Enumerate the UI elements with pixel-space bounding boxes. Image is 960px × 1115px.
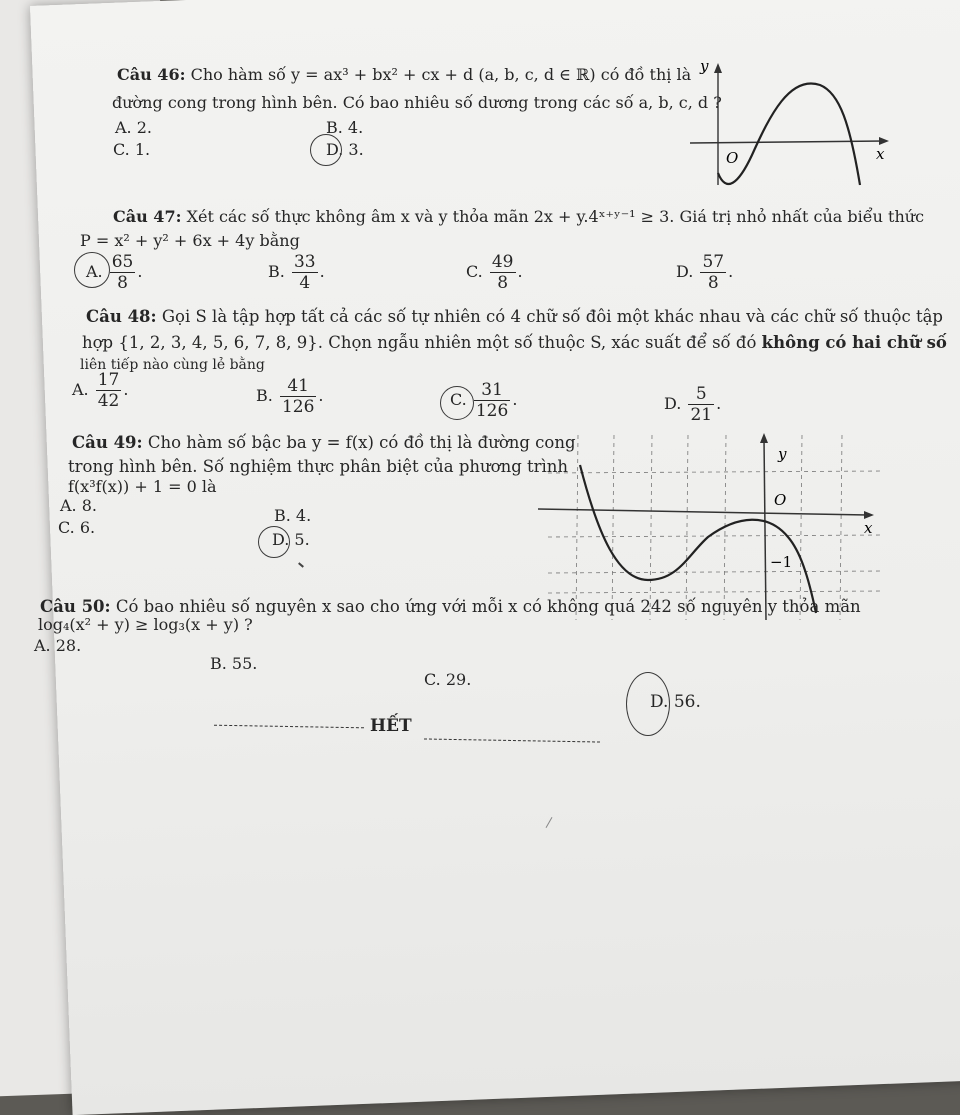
q47-option-d-letter: D. xyxy=(676,262,694,281)
q48-option-d-num: 5 xyxy=(688,384,714,405)
q49-curve xyxy=(580,465,816,613)
q48-option-b-frac xyxy=(280,376,316,417)
q48-option-d-letter: D. xyxy=(664,394,682,413)
q47-text1: Xét các số thực không âm x và y thỏa mãn 2x + y.4ˣ⁺ʸ⁻¹ ≥ 3. Giá trị nhỏ nhất của biểu thức xyxy=(186,207,925,226)
q49-label: Câu 49: xyxy=(72,433,143,452)
q47-option-c-num: 49 xyxy=(491,252,514,272)
q48-option-b: B. $\frac{41}{126}$ . xyxy=(256,376,324,417)
q49-y-label: y xyxy=(778,445,787,463)
q46-y-label: y xyxy=(700,57,709,75)
answer-circle-q46 xyxy=(310,134,342,166)
q49-y-axis xyxy=(764,439,766,620)
q49-x-label: x xyxy=(864,519,873,537)
q49-option-d: D. 5. xyxy=(272,530,310,549)
q50-option-c: C. 29. xyxy=(424,670,472,689)
q48-option-d-frac xyxy=(688,384,714,425)
q47-option-a-den: 8 xyxy=(117,273,128,293)
q47-option-b-den: 4 xyxy=(299,273,311,293)
q48-option-b-letter: B. xyxy=(256,386,273,405)
q50-option-a: A. 28. xyxy=(34,636,82,655)
q48-option-c: C. $\frac{31}{126}$ . xyxy=(450,380,518,421)
q48-option-c-letter: C. xyxy=(450,390,467,409)
q48-option-a-den: 42 xyxy=(97,391,120,411)
q49-option-c: C. 6. xyxy=(58,518,96,537)
q48-option-a-letter: A. xyxy=(72,380,89,399)
q46-option-b: B. 4. xyxy=(326,118,364,137)
q49-grid-v3 xyxy=(650,435,652,620)
q47-option-d-num: 57 xyxy=(702,252,725,272)
q48-option-d: D. $\frac{5}{21}$ . xyxy=(664,384,722,425)
q49-grid-h1 xyxy=(548,471,883,473)
q48-option-c-num: 31 xyxy=(474,380,510,401)
q48-option-a-num: 17 xyxy=(97,370,120,390)
q48-text2-bold: không có hai chữ số xyxy=(761,333,947,352)
q49-grid-v1 xyxy=(576,435,578,620)
q49-grid xyxy=(548,435,883,620)
answer-circle-q48 xyxy=(440,386,474,420)
q47-text2: P = x² + y² + 6x + 4y bằng xyxy=(80,231,300,250)
q49-minus-one-label: −1 xyxy=(770,553,793,571)
q46-text2: đường cong trong hình bên. Có bao nhiêu số dương trong các số a, b, c, d ? xyxy=(112,93,722,112)
q46-option-a: A. 2. xyxy=(115,118,152,137)
q50-option-d: D. 56. xyxy=(650,692,701,712)
answer-circle-q49 xyxy=(258,526,290,558)
answer-circle-q47 xyxy=(74,252,110,288)
q49-x-arrow xyxy=(864,511,874,519)
q48-text2: hợp {1, 2, 3, 4, 5, 6, 7, 8, 9}. Chọn ngẫu nhiên một số thuộc S, xác suất để số đó xyxy=(82,333,757,352)
q50-text2: log₄(x² + y) ≥ log₃(x + y) ? xyxy=(38,615,253,634)
q49-grid-v6 xyxy=(800,435,802,620)
q49-graph xyxy=(538,425,888,625)
q49-text2: trong hình bên. Số nghiệm thực phân biệt của phương trình xyxy=(68,457,569,476)
q49-x-axis xyxy=(538,509,868,515)
q46-x-arrow xyxy=(879,137,889,145)
end-line-left xyxy=(214,725,364,729)
q49-text3: f(x³f(x)) + 1 = 0 là xyxy=(68,477,217,496)
q47-option-c-frac xyxy=(490,252,516,293)
q47-option-b-letter: B. xyxy=(268,262,285,281)
q49-option-a: A. 8. xyxy=(60,496,97,515)
q50-option-b: B. 55. xyxy=(210,654,258,673)
q50-text1: Có bao nhiêu số nguyên x sao cho ứng với mỗi x có không quá 242 số nguyên y thỏa mãn xyxy=(115,597,861,616)
q46-graph xyxy=(690,55,900,195)
q47-option-b-num: 33 xyxy=(293,252,316,272)
q49-text1: Cho hàm số bậc ba y = f(x) có đồ thị là đường cong xyxy=(147,433,576,452)
q48-option-a-frac xyxy=(96,370,122,411)
q47-option-d-den: 8 xyxy=(707,273,719,293)
pen-mark-2 xyxy=(546,817,553,828)
q49-grid-h4 xyxy=(548,591,883,593)
q48-option-a: A. $\frac{17}{42}$ . xyxy=(72,370,129,411)
q48-option-d-den: 21 xyxy=(690,405,713,425)
q47-label: Câu 47: xyxy=(113,207,182,226)
q48-option-c-den: 126 xyxy=(475,401,509,421)
q49-grid-h2 xyxy=(548,535,883,537)
q49-grid-v7 xyxy=(840,435,842,620)
q48-option-b-num: 41 xyxy=(280,376,316,397)
q48-text1: Gọi S là tập hợp tất cả các số tự nhiên có 4 chữ số đôi một khác nhau và các chữ số thuộc tập xyxy=(161,307,943,326)
q48-line2 xyxy=(82,332,947,354)
q47-option-b: B. $\frac{33}{4}$ . xyxy=(268,252,325,293)
q48-label: Câu 48: xyxy=(86,307,157,326)
q49-origin-label: O xyxy=(774,491,787,509)
q48-line1 xyxy=(86,306,943,328)
q47-line1 xyxy=(113,206,924,228)
q46-origin-label: O xyxy=(726,149,739,167)
q46-curve xyxy=(718,83,860,185)
q46-label: Câu 46: xyxy=(117,65,186,84)
q47-option-a-frac xyxy=(110,252,136,293)
q46-option-d: D. 3. xyxy=(326,140,364,159)
q46-y-arrow xyxy=(714,63,722,73)
q49-y-arrow xyxy=(760,433,768,443)
q46-line1 xyxy=(117,64,691,86)
end-marker: HẾT xyxy=(370,716,412,736)
q46-text1: Cho hàm số y = ax³ + bx² + cx + d (a, b, c, d ∈ ℝ) có đồ thị là xyxy=(190,65,692,84)
q47-option-c-den: 8 xyxy=(497,273,509,293)
q46-option-c: C. 1. xyxy=(113,140,151,159)
q49-line1 xyxy=(72,432,576,454)
end-line-right xyxy=(424,738,600,742)
q47-option-a-letter: A. xyxy=(86,262,103,281)
q48-text3: liên tiếp nào cùng lẻ bằng xyxy=(80,357,265,373)
q46-x-label: x xyxy=(876,145,885,163)
q47-option-c-letter: C. xyxy=(466,262,483,281)
q48-option-c-frac xyxy=(474,380,510,421)
q47-option-a: A. $\frac{65}{8}$ . xyxy=(86,252,143,293)
q47-option-a-num: 65 xyxy=(111,252,134,272)
q48-option-b-den: 126 xyxy=(281,397,315,417)
q47-option-d: D. $\frac{57}{8}$ . xyxy=(676,252,734,293)
answer-circle-q50 xyxy=(626,672,670,736)
q46-x-axis xyxy=(690,141,885,143)
pen-mark xyxy=(298,562,304,567)
q49-grid-h3 xyxy=(548,571,883,573)
q47-option-c: C. $\frac{49}{8}$ . xyxy=(466,252,523,293)
q49-option-b: B. 4. xyxy=(274,506,312,525)
q50-label: Câu 50: xyxy=(40,597,111,616)
q47-option-d-frac xyxy=(700,252,726,293)
q47-option-b-frac xyxy=(292,252,318,293)
